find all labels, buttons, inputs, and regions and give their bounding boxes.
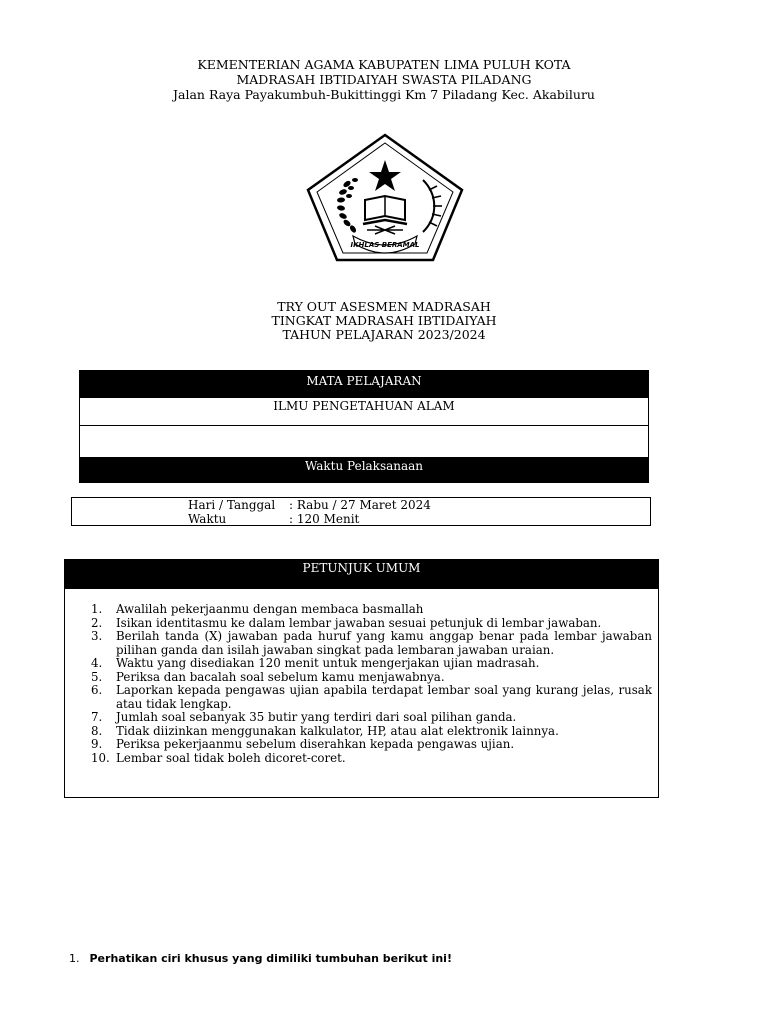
question-number: 1. bbox=[69, 952, 80, 965]
exam-title bbox=[0, 300, 768, 342]
subject-blank-row bbox=[80, 426, 648, 457]
instructions-header: PETUNJUK UMUM bbox=[65, 560, 658, 589]
date-value: : Rabu / 27 Maret 2024 bbox=[289, 498, 431, 512]
question-1 bbox=[69, 952, 452, 965]
instruction-item: 5. Periksa dan bacalah soal sebelum kamu menjawabnya. bbox=[91, 669, 445, 684]
instructions-box bbox=[64, 559, 659, 798]
subject-header: MATA PELAJARAN bbox=[80, 371, 648, 398]
logo-motto: IKHLAS BERAMAL bbox=[350, 241, 420, 249]
instruction-item: 4. Waktu yang disediakan 120 menit untuk mengerjakan ujian madrasah. bbox=[91, 656, 540, 670]
ministry-name: KEMENTERIAN AGAMA KABUPATEN LIMA PULUH KOTA bbox=[197, 57, 571, 72]
instruction-item: 3. Berilah tanda (X) jawaban pada huruf yang kamu anggap benar pada lembar jawaban pilihan ganda dan isilah jawaban singkat pada lembaran jawaban uraian. bbox=[91, 629, 652, 657]
exam-title-line-2: TINGKAT MADRASAH IBTIDAIYAH bbox=[271, 313, 497, 328]
date-label: Hari / Tanggal bbox=[188, 498, 276, 512]
time-value: : 120 Menit bbox=[289, 512, 360, 526]
time-label: Waktu bbox=[188, 512, 227, 526]
schedule-box bbox=[71, 497, 651, 526]
subject-table bbox=[79, 370, 649, 483]
instructions-list bbox=[91, 603, 652, 765]
instruction-item: 8. Tidak diizinkan menggunakan kalkulator, HP, atau alat elektronik lainnya. bbox=[91, 723, 559, 738]
document-header bbox=[0, 57, 768, 102]
instruction-item: 10. Lembar soal tidak boleh dicoret-coret. bbox=[91, 750, 346, 765]
exam-title-line-3: TAHUN PELAJARAN 2023/2024 bbox=[282, 327, 486, 342]
instruction-item: 7. Jumlah soal sebanyak 35 butir yang terdiri dari soal pilihan ganda. bbox=[91, 710, 517, 724]
subject-name: ILMU PENGETAHUAN ALAM bbox=[80, 398, 648, 426]
instruction-item: 6. Laporkan kepada pengawas ujian apabila terdapat lembar soal yang kurang jelas, rusak atau tidak lengkap. bbox=[91, 683, 652, 711]
school-address: Jalan Raya Payakumbuh-Bukittinggi Km 7 Piladang Kec. Akabiluru bbox=[173, 87, 595, 102]
instruction-item: 2. Isikan identitasmu ke dalam lembar jawaban sesuai petunjuk di lembar jawaban. bbox=[91, 615, 602, 630]
school-name: MADRASAH IBTIDAIYAH SWASTA PILADANG bbox=[236, 72, 532, 87]
time-header: Waktu Pelaksanaan bbox=[80, 457, 648, 483]
kemenag-emblem-icon bbox=[305, 132, 465, 264]
question-text: Perhatikan ciri khusus yang dimiliki tumbuhan berikut ini! bbox=[89, 952, 452, 965]
instruction-item: 9. Periksa pekerjaanmu sebelum diserahkan kepada pengawas ujian. bbox=[91, 737, 515, 751]
instruction-item: 1. Awalilah pekerjaanmu dengan membaca basmallah bbox=[91, 602, 424, 616]
exam-title-line-1: TRY OUT ASESMEN MADRASAH bbox=[277, 299, 491, 314]
